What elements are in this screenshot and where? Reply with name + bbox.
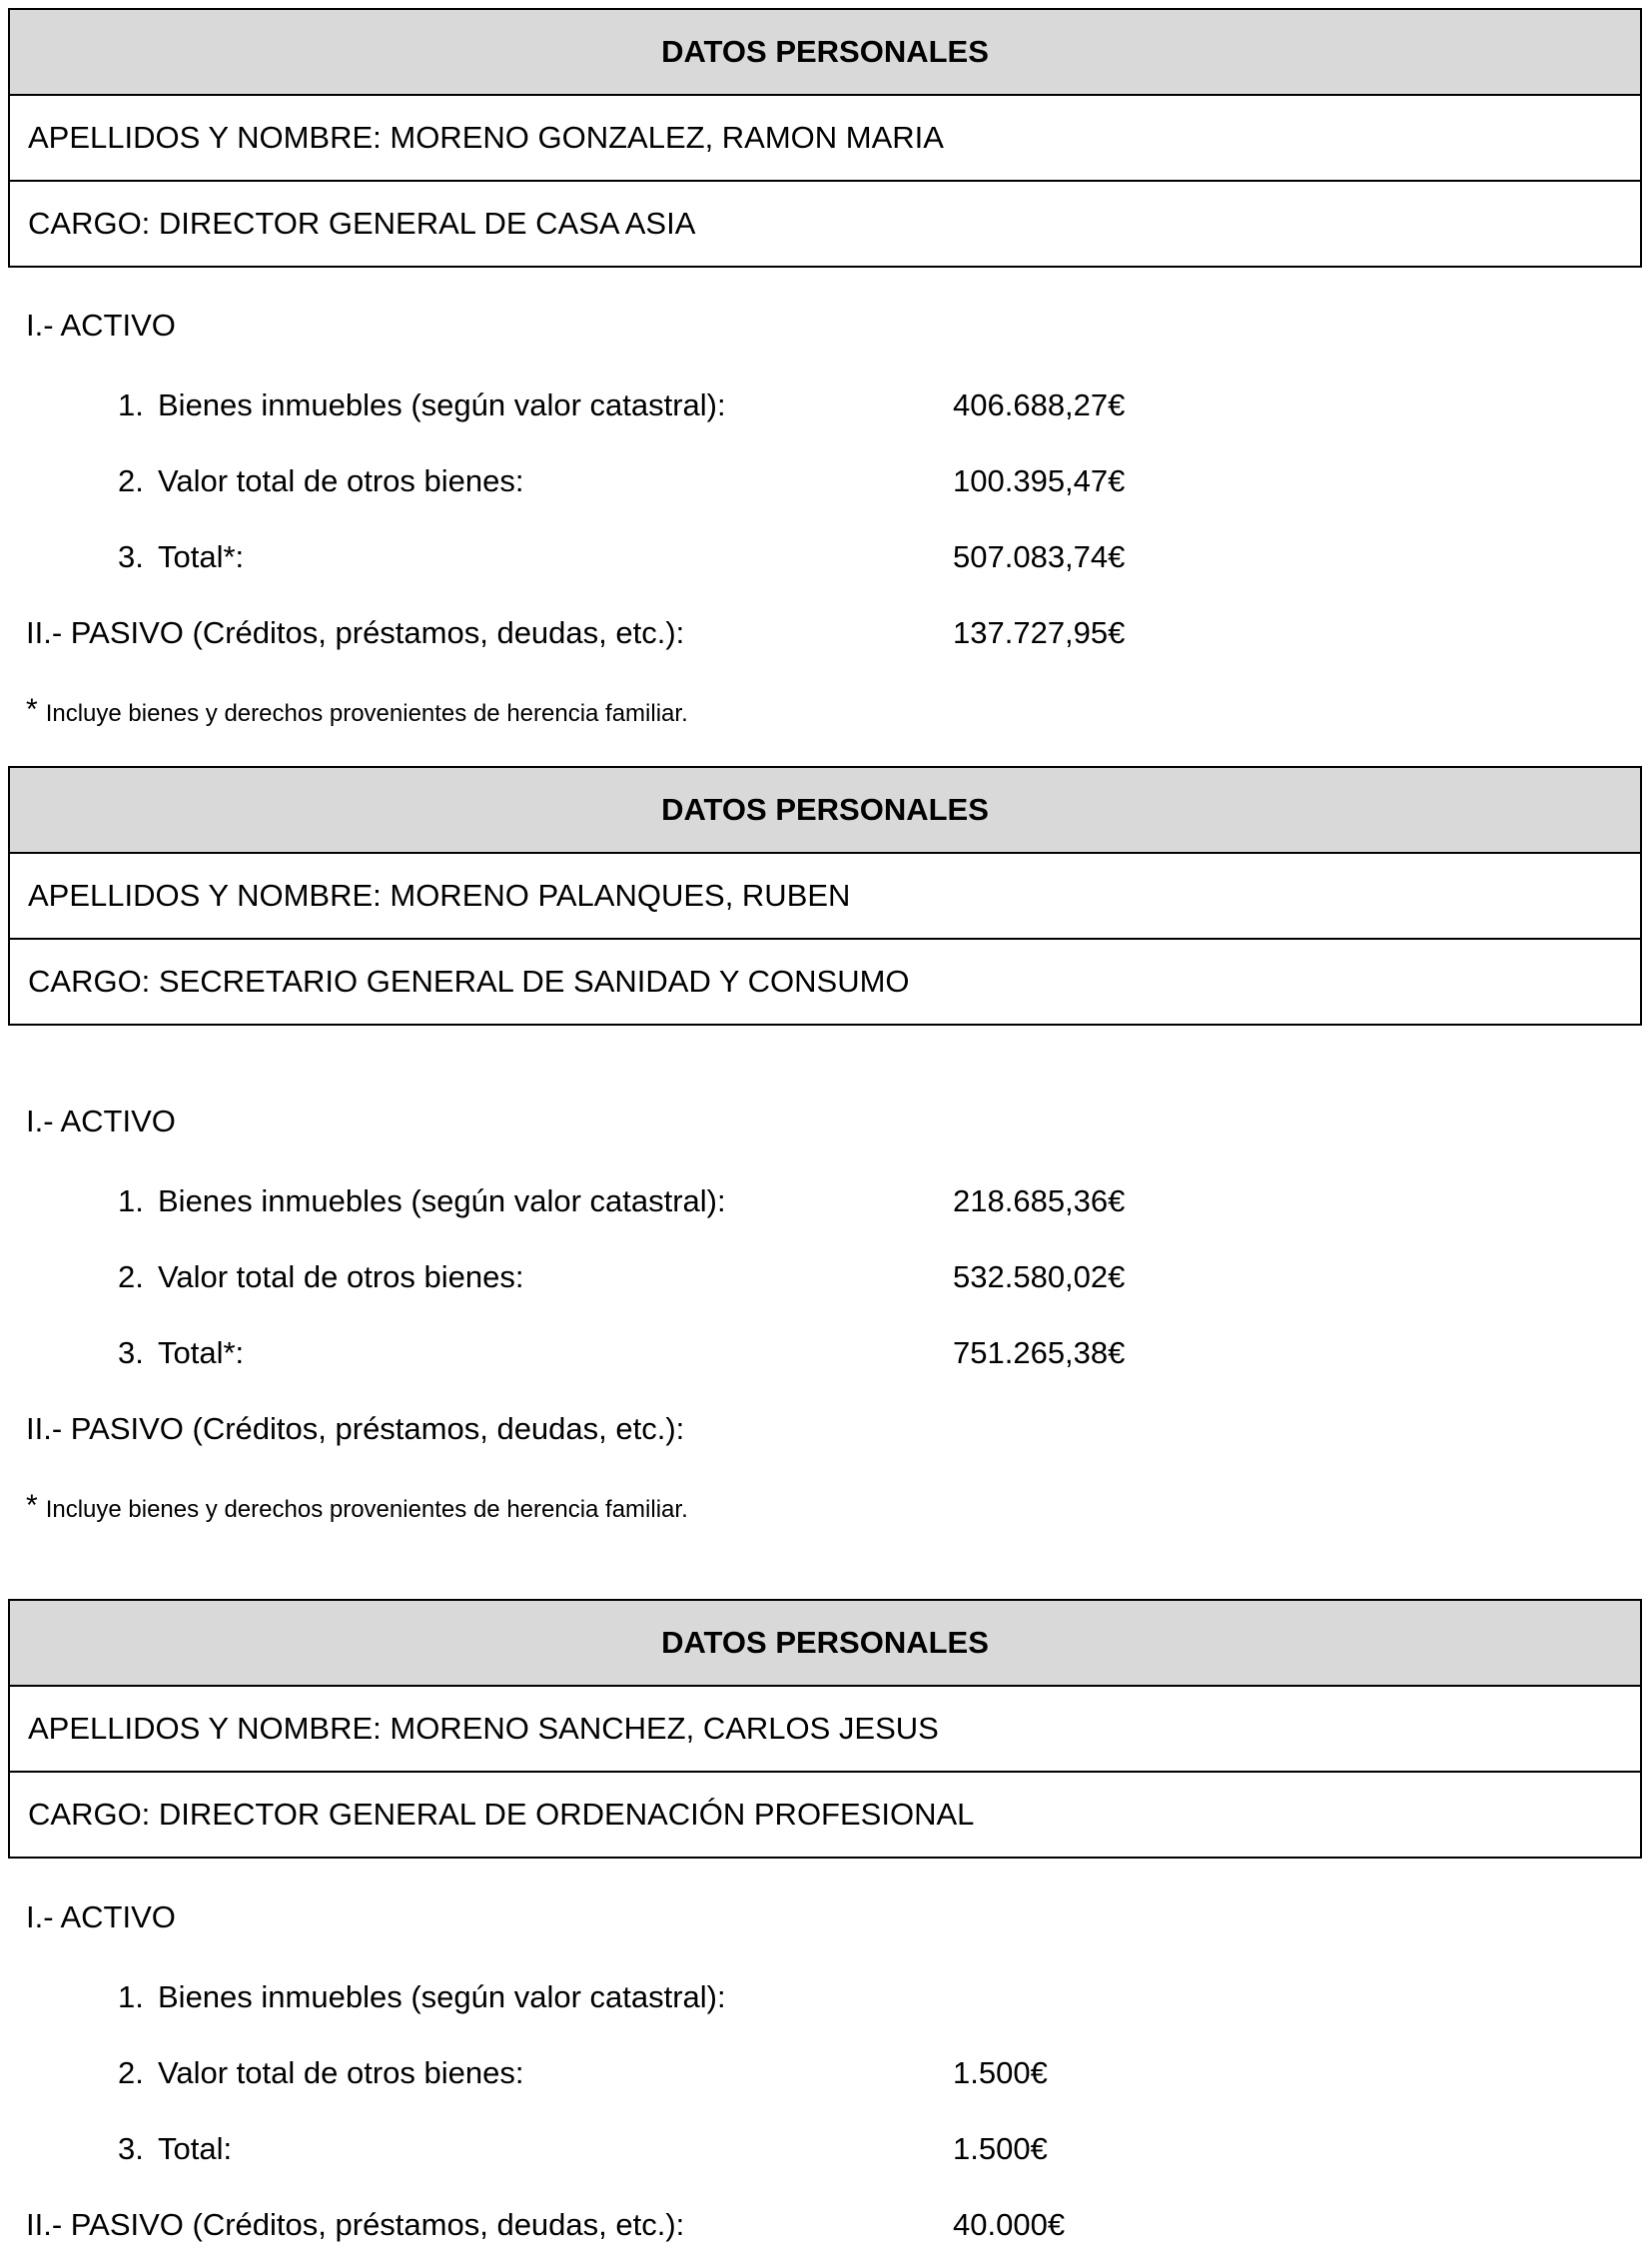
item-value: 507.083,74€ xyxy=(953,539,1126,574)
name-field: APELLIDOS Y NOMBRE: MORENO PALANQUES, RUBEN xyxy=(10,852,1640,938)
item-number: 3. xyxy=(118,1335,144,1370)
pasivo-label: II.- PASIVO (Créditos, préstamos, deudas, etc.): xyxy=(26,1411,685,1446)
item-value: 532.580,02€ xyxy=(953,1259,1126,1294)
pasivo-label: II.- PASIVO (Créditos, préstamos, deudas, etc.): xyxy=(26,615,685,650)
footnote-text: Incluye bienes y derechos provenientes de herencia familiar. xyxy=(45,1496,688,1523)
item-value: 1.500€ xyxy=(953,2055,1048,2090)
activo-heading: I.- ACTIVO xyxy=(26,308,176,343)
footnote-text: Incluye bienes y derechos provenientes de herencia familiar. xyxy=(45,700,688,727)
item-label: Valor total de otros bienes: xyxy=(158,1259,524,1294)
item-value: 1.500€ xyxy=(953,2131,1048,2166)
personal-data-box xyxy=(8,766,1642,1026)
item-number: 1. xyxy=(118,1979,144,2014)
item-label: Total*: xyxy=(158,539,245,574)
item-value: 751.265,38€ xyxy=(953,1335,1126,1370)
section-header: DATOS PERSONALES xyxy=(10,10,1640,94)
item-label: Valor total de otros bienes: xyxy=(158,2055,524,2090)
item-value: 218.685,36€ xyxy=(953,1183,1126,1218)
section-header: DATOS PERSONALES xyxy=(10,768,1640,852)
pasivo-value: 40.000€ xyxy=(953,2207,1066,2242)
name-field: APELLIDOS Y NOMBRE: MORENO SANCHEZ, CARLOS JESUS xyxy=(10,1685,1640,1771)
footnote xyxy=(26,1489,688,1524)
personal-data-box xyxy=(8,1599,1642,1859)
item-number: 2. xyxy=(118,2055,144,2090)
pasivo-value: 137.727,95€ xyxy=(953,615,1126,650)
item-label: Total: xyxy=(158,2131,233,2166)
pasivo-label: II.- PASIVO (Créditos, préstamos, deudas, etc.): xyxy=(26,2207,685,2242)
footnote xyxy=(26,693,688,728)
activo-heading: I.- ACTIVO xyxy=(26,1104,176,1138)
cargo-field: CARGO: SECRETARIO GENERAL DE SANIDAD Y CONSUMO xyxy=(10,938,1640,1024)
item-number: 2. xyxy=(118,1259,144,1294)
section-header: DATOS PERSONALES xyxy=(10,1601,1640,1685)
item-label: Bienes inmuebles (según valor catastral): xyxy=(158,1183,726,1218)
activo-heading: I.- ACTIVO xyxy=(26,1899,176,1934)
item-label: Bienes inmuebles (según valor catastral): xyxy=(158,387,726,422)
item-label: Valor total de otros bienes: xyxy=(158,463,524,498)
name-field: APELLIDOS Y NOMBRE: MORENO GONZALEZ, RAMON MARIA xyxy=(10,94,1640,180)
item-label: Total*: xyxy=(158,1335,245,1370)
footnote-mark: * xyxy=(26,693,38,726)
footnote-mark: * xyxy=(26,1489,38,1522)
personal-data-box xyxy=(8,8,1642,268)
cargo-field: CARGO: DIRECTOR GENERAL DE ORDENACIÓN PROFESIONAL xyxy=(10,1771,1640,1857)
item-number: 3. xyxy=(118,539,144,574)
item-number: 1. xyxy=(118,1183,144,1218)
cargo-field: CARGO: DIRECTOR GENERAL DE CASA ASIA xyxy=(10,180,1640,266)
item-number: 3. xyxy=(118,2131,144,2166)
item-value: 100.395,47€ xyxy=(953,463,1126,498)
item-number: 2. xyxy=(118,463,144,498)
item-number: 1. xyxy=(118,387,144,422)
item-label: Bienes inmuebles (según valor catastral): xyxy=(158,1979,726,2014)
item-value: 406.688,27€ xyxy=(953,387,1126,422)
